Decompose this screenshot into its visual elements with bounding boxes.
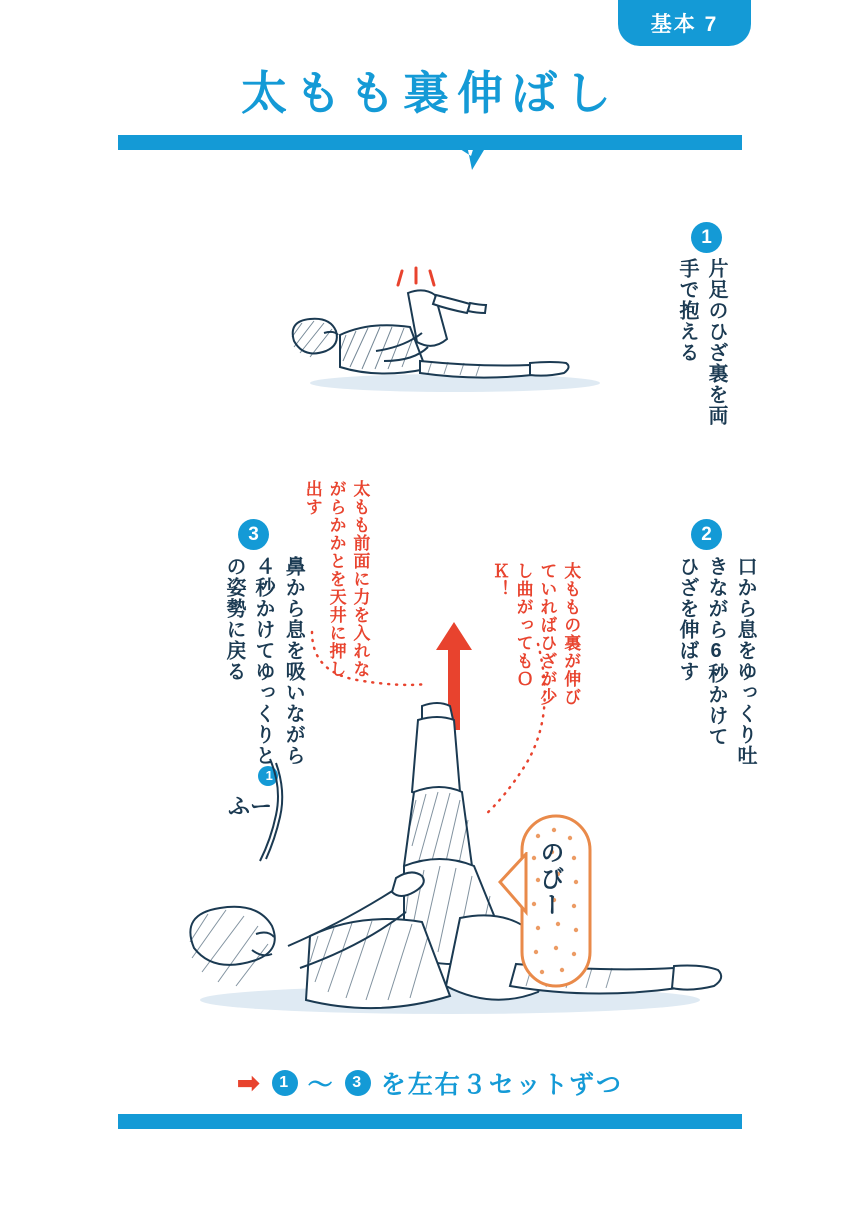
footer-rule — [118, 1114, 742, 1129]
chapter-badge: 基本 7 — [618, 0, 751, 46]
step-text-2: 口から息をゆっくり吐きながら6秒かけてひざを伸ばす — [676, 556, 756, 766]
footer-step-to: 3 — [345, 1070, 371, 1096]
step-text-3: 鼻から息を吸いながら４秒かけてゆっくりと1の姿勢に戻る — [223, 556, 305, 784]
footer-step-from: 1 — [272, 1070, 298, 1096]
step-number-3: 3 — [238, 519, 269, 550]
inline-step-marker-1: 1 — [258, 766, 278, 786]
title-underline — [118, 135, 742, 150]
footer-separator: 〜 — [307, 1071, 335, 1099]
step-number-1: 1 — [691, 222, 722, 253]
note-right: 太ももの裏が伸びていればひざが少し曲がってもＯＫ！ — [489, 562, 581, 706]
stretch-bubble-label: のびー — [536, 840, 563, 918]
breath-label: ふー — [228, 794, 273, 819]
illustration-step-2 — [160, 700, 760, 1030]
footer-text: を左右３セットずつ — [380, 1071, 623, 1099]
step-number-2: 2 — [691, 519, 722, 550]
note-left: 太もも前面に力を入れながらかかとを天井に押し出す — [302, 480, 370, 678]
page-title: 太もも裏伸ばし — [241, 67, 619, 119]
title-underline-tick — [432, 140, 492, 185]
step-text-1: 片足のひざ裏を両手で抱える — [676, 258, 727, 426]
arrow-icon: ➡ — [237, 1067, 262, 1098]
footer-instruction — [0, 1065, 860, 1101]
illustration-step-1 — [280, 265, 610, 400]
stretch-bubble-tail — [498, 852, 528, 918]
